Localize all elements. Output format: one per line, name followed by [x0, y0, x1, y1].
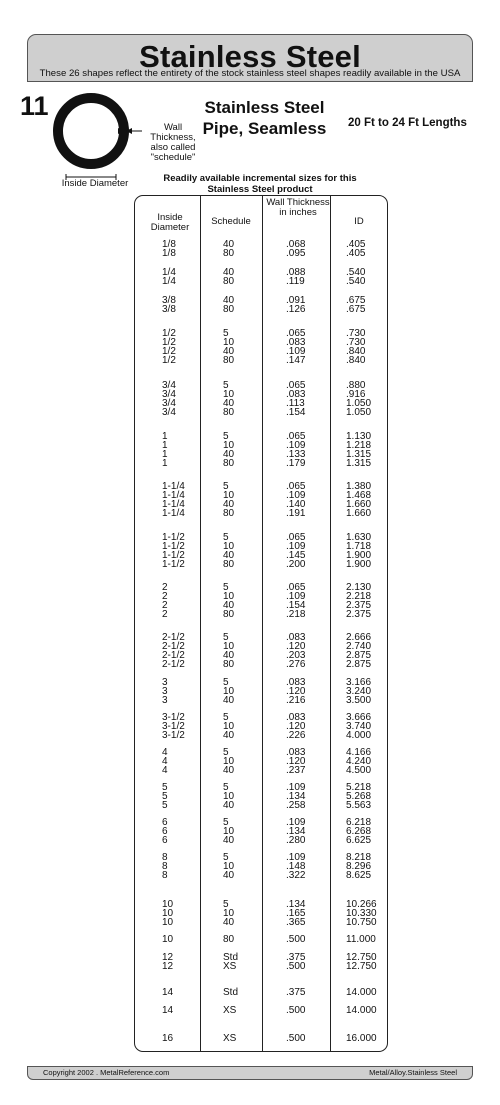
cell-wall-thickness: .083 — [286, 712, 306, 723]
cell-wall-thickness: .154 — [286, 407, 306, 418]
cell-schedule: 80 — [223, 407, 235, 418]
cell-inside-diameter: 1-1/4 — [162, 508, 185, 519]
cell-wall-thickness: .126 — [286, 304, 306, 315]
cell-wall-thickness: .065 — [286, 532, 306, 543]
cell-wall-thickness: .154 — [286, 600, 306, 611]
cell-id: 14.000 — [346, 1005, 377, 1016]
column-divider — [200, 195, 201, 1052]
cell-id: 2.666 — [346, 632, 372, 643]
cell-wall-thickness: .500 — [286, 961, 306, 972]
cell-wall-thickness: .500 — [286, 1005, 306, 1016]
cell-wall-thickness: .216 — [286, 695, 306, 706]
cell-inside-diameter: 1/8 — [162, 248, 176, 259]
cell-wall-thickness: .134 — [286, 826, 306, 837]
cell-wall-thickness: .375 — [286, 987, 306, 998]
cell-wall-thickness: .120 — [286, 721, 306, 732]
cell-inside-diameter: 2 — [162, 591, 168, 602]
cell-id: .730 — [346, 328, 366, 339]
cell-inside-diameter: 1 — [162, 449, 168, 460]
cell-schedule: 80 — [223, 304, 235, 315]
column-divider — [330, 195, 331, 1052]
cell-schedule: 40 — [223, 550, 235, 561]
cell-wall-thickness: .120 — [286, 641, 306, 652]
cell-inside-diameter: 1 — [162, 458, 168, 469]
cell-wall-thickness: .179 — [286, 458, 306, 469]
cell-id: 2.375 — [346, 609, 372, 620]
cell-wall-thickness: .133 — [286, 449, 306, 460]
cell-schedule: 10 — [223, 756, 235, 767]
cell-inside-diameter: 4 — [162, 747, 168, 758]
cell-inside-diameter: 1-1/2 — [162, 532, 185, 543]
cell-inside-diameter: 3/4 — [162, 407, 176, 418]
cell-id: 11.000 — [346, 934, 376, 945]
cell-id: 3.500 — [346, 695, 372, 706]
cell-id: 4.000 — [346, 730, 372, 741]
product-title: Stainless Steel Pipe, Seamless — [202, 98, 327, 138]
cell-schedule: 40 — [223, 695, 235, 706]
cell-inside-diameter: 2-1/2 — [162, 641, 185, 652]
cell-schedule: 10 — [223, 591, 235, 602]
cell-wall-thickness: .095 — [286, 248, 306, 259]
cell-id: 2.375 — [346, 600, 372, 611]
cell-schedule: 10 — [223, 541, 235, 552]
cell-schedule: 40 — [223, 346, 235, 357]
cell-id: .916 — [346, 389, 366, 400]
cell-id: 5.218 — [346, 782, 372, 793]
cell-wall-thickness: .203 — [286, 650, 306, 661]
cell-inside-diameter: 3-1/2 — [162, 730, 185, 741]
cell-schedule: 10 — [223, 861, 235, 872]
cell-id: 10.330 — [346, 908, 377, 919]
cell-wall-thickness: .109 — [286, 490, 306, 501]
cell-id: .405 — [346, 239, 366, 250]
cell-id: 5.563 — [346, 800, 372, 811]
cell-inside-diameter: 1-1/4 — [162, 481, 185, 492]
cell-wall-thickness: .500 — [286, 934, 306, 945]
cell-id: 6.268 — [346, 826, 372, 837]
cell-inside-diameter: 1-1/2 — [162, 550, 185, 561]
cell-schedule: 10 — [223, 826, 235, 837]
cell-id: .405 — [346, 248, 366, 259]
cell-schedule: 80 — [223, 659, 235, 670]
cell-inside-diameter: 3 — [162, 695, 168, 706]
cell-wall-thickness: .276 — [286, 659, 306, 670]
cell-inside-diameter: 1/4 — [162, 276, 176, 287]
cell-inside-diameter: 5 — [162, 791, 168, 802]
cell-inside-diameter: 1-1/2 — [162, 559, 185, 570]
cell-wall-thickness: .237 — [286, 765, 306, 776]
cell-id: 2.875 — [346, 659, 372, 670]
cell-inside-diameter: 3/8 — [162, 304, 176, 315]
cell-id: 1.660 — [346, 499, 372, 510]
cell-schedule: 10 — [223, 337, 235, 348]
cell-wall-thickness: .065 — [286, 380, 306, 391]
cell-wall-thickness: .147 — [286, 355, 306, 366]
cell-schedule: 40 — [223, 650, 235, 661]
cell-id: 4.500 — [346, 765, 372, 776]
cell-inside-diameter: 8 — [162, 870, 168, 881]
cell-schedule: 40 — [223, 239, 235, 250]
cell-schedule: 5 — [223, 380, 229, 391]
cell-schedule: 80 — [223, 276, 235, 287]
cell-inside-diameter: 3-1/2 — [162, 721, 185, 732]
cell-inside-diameter: 3/4 — [162, 398, 176, 409]
cell-id: 10.266 — [346, 899, 377, 910]
cell-inside-diameter: 3 — [162, 686, 168, 697]
cell-wall-thickness: .226 — [286, 730, 306, 741]
cell-id: 3.240 — [346, 686, 372, 697]
cell-id: 12.750 — [346, 961, 377, 972]
cell-inside-diameter: 12 — [162, 961, 174, 972]
cell-inside-diameter: 1-1/4 — [162, 490, 185, 501]
cell-id: 2.875 — [346, 650, 372, 661]
cell-id: 1.380 — [346, 481, 372, 492]
cell-id: 4.166 — [346, 747, 372, 758]
cell-id: 1.315 — [346, 449, 372, 460]
cell-wall-thickness: .083 — [286, 337, 306, 348]
cell-schedule: 5 — [223, 532, 229, 543]
cell-wall-thickness: .322 — [286, 870, 306, 881]
length-label: 20 Ft to 24 Ft Lengths — [348, 117, 467, 129]
cell-wall-thickness: .120 — [286, 756, 306, 767]
cell-wall-thickness: .258 — [286, 800, 306, 811]
cell-schedule: 10 — [223, 721, 235, 732]
cell-schedule: Std — [223, 987, 239, 998]
cell-inside-diameter: 1/4 — [162, 267, 176, 278]
cell-inside-diameter: 2 — [162, 609, 168, 620]
cell-inside-diameter: 1-1/2 — [162, 541, 185, 552]
cell-id: 3.166 — [346, 677, 372, 688]
cell-id: 1.900 — [346, 559, 372, 570]
header-wall-thickness: Wall Thickness in inches — [266, 197, 330, 218]
cell-id: 16.000 — [346, 1033, 377, 1044]
cell-schedule: 80 — [223, 248, 235, 259]
cell-wall-thickness: .088 — [286, 267, 306, 278]
cell-schedule: 10 — [223, 389, 235, 400]
cell-schedule: 5 — [223, 782, 229, 793]
cell-schedule: 10 — [223, 490, 235, 501]
cell-id: 8.625 — [346, 870, 372, 881]
cell-id: 4.240 — [346, 756, 372, 767]
cell-schedule: 40 — [223, 295, 235, 306]
cell-id: 1.630 — [346, 532, 372, 543]
cell-schedule: 5 — [223, 632, 229, 643]
inside-diameter-label: Inside Diameter — [61, 178, 129, 189]
cell-schedule: 80 — [223, 355, 235, 366]
cell-schedule: XS — [223, 961, 237, 972]
cell-id: .730 — [346, 337, 366, 348]
cell-schedule: 40 — [223, 835, 235, 846]
cell-id: 5.268 — [346, 791, 372, 802]
cell-id: .675 — [346, 295, 366, 306]
cell-schedule: 40 — [223, 917, 235, 928]
cell-id: 1.718 — [346, 541, 372, 552]
cell-schedule: 80 — [223, 559, 235, 570]
cell-schedule: 40 — [223, 499, 235, 510]
cell-id: 1.468 — [346, 490, 372, 501]
cell-schedule: 5 — [223, 899, 229, 910]
cell-schedule: 5 — [223, 852, 229, 863]
cell-id: 3.666 — [346, 712, 372, 723]
cell-inside-diameter: 6 — [162, 817, 168, 828]
cell-wall-thickness: .109 — [286, 852, 306, 863]
cell-inside-diameter: 2-1/2 — [162, 632, 185, 643]
cell-schedule: 10 — [223, 641, 235, 652]
cell-id: 1.315 — [346, 458, 372, 469]
cell-wall-thickness: .120 — [286, 686, 306, 697]
cell-id: .675 — [346, 304, 366, 315]
cell-schedule: 80 — [223, 508, 235, 519]
cell-wall-thickness: .119 — [286, 276, 305, 287]
cell-schedule: 10 — [223, 791, 235, 802]
cell-schedule: 40 — [223, 398, 235, 409]
cell-wall-thickness: .375 — [286, 952, 306, 963]
cell-wall-thickness: .134 — [286, 899, 306, 910]
footer-category: Metal/Alloy.Stainless Steel — [369, 1068, 457, 1077]
cell-inside-diameter: 10 — [162, 934, 174, 945]
cell-wall-thickness: .365 — [286, 917, 306, 928]
cell-id: 1.660 — [346, 508, 372, 519]
cell-inside-diameter: 1-1/4 — [162, 499, 185, 510]
cell-schedule: 5 — [223, 481, 229, 492]
cell-wall-thickness: .083 — [286, 389, 306, 400]
cell-schedule: 5 — [223, 712, 229, 723]
cell-id: 1.050 — [346, 398, 372, 409]
cell-schedule: XS — [223, 1005, 237, 1016]
cell-wall-thickness: .134 — [286, 791, 306, 802]
cell-wall-thickness: .109 — [286, 782, 306, 793]
cell-wall-thickness: .083 — [286, 747, 306, 758]
cell-schedule: 40 — [223, 870, 235, 881]
cell-wall-thickness: .109 — [286, 440, 306, 451]
cell-wall-thickness: .065 — [286, 582, 306, 593]
cell-id: 1.218 — [346, 440, 372, 451]
cell-schedule: 5 — [223, 582, 229, 593]
cell-wall-thickness: .083 — [286, 632, 306, 643]
cell-inside-diameter: 3/4 — [162, 380, 176, 391]
cell-wall-thickness: .091 — [286, 295, 306, 306]
cell-schedule: 80 — [223, 934, 235, 945]
header-inside-diameter: Inside Diameter — [150, 212, 190, 233]
cell-id: 1.050 — [346, 407, 372, 418]
cell-wall-thickness: .200 — [286, 559, 306, 570]
cell-inside-diameter: 6 — [162, 826, 168, 837]
cell-id: .880 — [346, 380, 366, 391]
cell-wall-thickness: .280 — [286, 835, 306, 846]
cell-wall-thickness: .065 — [286, 328, 306, 339]
cell-inside-diameter: 5 — [162, 782, 168, 793]
cell-schedule: 40 — [223, 800, 235, 811]
pipe-cross-section-diagram — [52, 92, 152, 192]
cell-inside-diameter: 1/2 — [162, 337, 176, 348]
header-schedule: Schedule — [211, 216, 251, 227]
cell-schedule: 10 — [223, 686, 235, 697]
cell-inside-diameter: 4 — [162, 756, 168, 767]
cell-schedule: 40 — [223, 600, 235, 611]
cell-inside-diameter: 1 — [162, 431, 168, 442]
wall-thickness-label: Wall Thickness, also called "schedule" — [150, 122, 196, 163]
cell-inside-diameter: 14 — [162, 987, 174, 998]
cell-id: 8.296 — [346, 861, 372, 872]
header-id: ID — [354, 216, 364, 227]
cell-wall-thickness: .109 — [286, 541, 306, 552]
cell-schedule: 5 — [223, 431, 229, 442]
column-divider — [262, 195, 263, 1052]
cell-id: 8.218 — [346, 852, 372, 863]
cell-id: 6.625 — [346, 835, 372, 846]
cell-inside-diameter: 14 — [162, 1005, 174, 1016]
cell-wall-thickness: .191 — [286, 508, 306, 519]
cell-id: 1.900 — [346, 550, 372, 561]
cell-inside-diameter: 2-1/2 — [162, 659, 185, 670]
cell-id: 3.740 — [346, 721, 372, 732]
cell-id: 14.000 — [346, 987, 377, 998]
cell-inside-diameter: 10 — [162, 908, 174, 919]
cell-schedule: 5 — [223, 677, 229, 688]
cell-wall-thickness: .065 — [286, 431, 306, 442]
cell-id: .840 — [346, 346, 366, 357]
cell-inside-diameter: 3-1/2 — [162, 712, 185, 723]
cell-wall-thickness: .083 — [286, 677, 306, 688]
cell-id: 2.740 — [346, 641, 372, 652]
cell-schedule: 10 — [223, 440, 235, 451]
shape-number: 11 — [20, 91, 49, 121]
cell-wall-thickness: .500 — [286, 1033, 306, 1044]
cell-id: .840 — [346, 355, 366, 366]
page-title: Stainless Steel — [139, 39, 361, 74]
cell-inside-diameter: 1/2 — [162, 346, 176, 357]
cell-id: 2.130 — [346, 582, 372, 593]
cell-inside-diameter: 10 — [162, 899, 174, 910]
cell-schedule: XS — [223, 1033, 237, 1044]
cell-wall-thickness: .065 — [286, 481, 306, 492]
footer-copyright: Copyright 2002 . MetalReference.com — [43, 1068, 170, 1077]
cell-schedule: 40 — [223, 449, 235, 460]
cell-wall-thickness: .109 — [286, 817, 306, 828]
cell-wall-thickness: .218 — [286, 609, 306, 620]
cell-inside-diameter: 10 — [162, 917, 174, 928]
cell-id: .540 — [346, 276, 366, 287]
cell-inside-diameter: 1/8 — [162, 239, 176, 250]
cell-schedule: 5 — [223, 747, 229, 758]
cell-id: 12.750 — [346, 952, 377, 963]
cell-inside-diameter: 8 — [162, 861, 168, 872]
cell-inside-diameter: 12 — [162, 952, 174, 963]
cell-id: 6.218 — [346, 817, 372, 828]
availability-note: Readily available incremental sizes for this Stainless Steel product — [163, 173, 357, 195]
cell-inside-diameter: 2-1/2 — [162, 650, 185, 661]
cell-inside-diameter: 1 — [162, 440, 168, 451]
cell-inside-diameter: 1/2 — [162, 328, 176, 339]
cell-inside-diameter: 3 — [162, 677, 168, 688]
cell-id: 1.130 — [346, 431, 372, 442]
cell-schedule: 40 — [223, 765, 235, 776]
cell-inside-diameter: 5 — [162, 800, 168, 811]
cell-inside-diameter: 3/8 — [162, 295, 176, 306]
cell-wall-thickness: .113 — [286, 398, 305, 409]
cell-id: .540 — [346, 267, 366, 278]
cell-inside-diameter: 8 — [162, 852, 168, 863]
cell-schedule: 40 — [223, 267, 235, 278]
cell-wall-thickness: .109 — [286, 591, 306, 602]
cell-wall-thickness: .145 — [286, 550, 306, 561]
cell-id: 10.750 — [346, 917, 377, 928]
cell-schedule: 10 — [223, 908, 235, 919]
cell-wall-thickness: .068 — [286, 239, 306, 250]
cell-inside-diameter: 16 — [162, 1033, 174, 1044]
cell-inside-diameter: 2 — [162, 582, 168, 593]
cell-schedule: 5 — [223, 817, 229, 828]
cell-schedule: 40 — [223, 730, 235, 741]
cell-id: 2.218 — [346, 591, 372, 602]
cell-inside-diameter: 2 — [162, 600, 168, 611]
cell-schedule: 80 — [223, 458, 235, 469]
cell-inside-diameter: 4 — [162, 765, 168, 776]
cell-schedule: 80 — [223, 609, 235, 620]
cell-wall-thickness: .148 — [286, 861, 306, 872]
cell-schedule: 5 — [223, 328, 229, 339]
cell-inside-diameter: 3/4 — [162, 389, 176, 400]
cell-wall-thickness: .140 — [286, 499, 306, 510]
cell-inside-diameter: 1/2 — [162, 355, 176, 366]
cell-inside-diameter: 6 — [162, 835, 168, 846]
cell-schedule: Std — [223, 952, 239, 963]
cell-wall-thickness: .165 — [286, 908, 306, 919]
page-subtitle: These 26 shapes reflect the entirety of the stock stainless steel shapes readily available in the USA — [39, 68, 461, 79]
cell-wall-thickness: .109 — [286, 346, 306, 357]
